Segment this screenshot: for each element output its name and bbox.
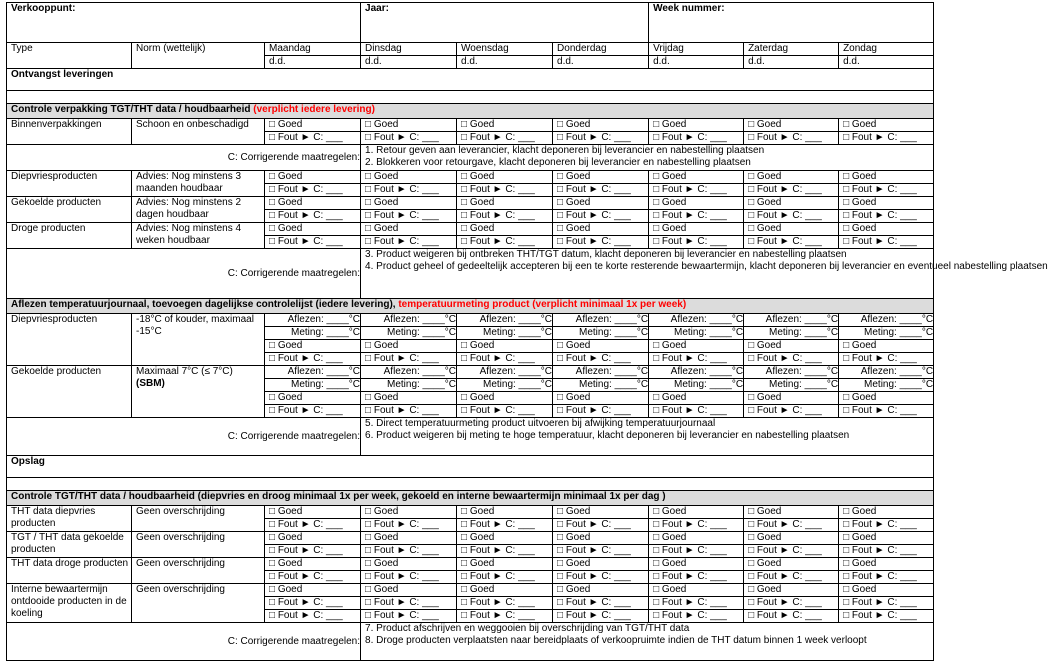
checkbox-goed[interactable]: □ Goed — [649, 197, 744, 210]
meting-input[interactable]: Meting: ____°C — [361, 379, 457, 392]
checkbox-goed[interactable]: □ Goed — [839, 197, 934, 210]
col-header-norm: Norm (wettelijk) — [132, 43, 265, 69]
meting-input[interactable]: Meting: ____°C — [744, 379, 839, 392]
checkbox-goed[interactable]: □ Goed — [457, 532, 553, 545]
checkbox-fout[interactable]: □ Fout ► C: ___ — [744, 597, 839, 610]
checkbox-fout[interactable]: □ Fout ► C: ___ — [553, 519, 649, 532]
checkbox-goed[interactable]: □ Goed — [649, 532, 744, 545]
week-nummer-field[interactable]: Week nummer: — [649, 3, 934, 43]
checkbox-fout[interactable]: □ Fout ► C: ___ — [361, 236, 457, 249]
checkbox-goed[interactable]: □ Goed — [649, 119, 744, 132]
checkbox-fout[interactable]: □ Fout ► C: ___ — [361, 571, 457, 584]
checkbox-fout[interactable]: □ Fout ► C: ___ — [265, 236, 361, 249]
checkbox-fout[interactable]: □ Fout ► C: ___ — [839, 210, 934, 223]
checkbox-goed[interactable]: □ Goed — [361, 340, 457, 353]
checkbox-fout[interactable]: □ Fout ► C: ___ — [744, 184, 839, 197]
aflezen-input[interactable]: Aflezen: ____°C — [649, 314, 744, 327]
checkbox-goed[interactable]: □ Goed — [361, 171, 457, 184]
meting-input[interactable]: Meting: ____°C — [265, 327, 361, 340]
checkbox-goed[interactable]: □ Goed — [553, 223, 649, 236]
col-header-type: Type — [7, 43, 132, 69]
checkbox-fout[interactable]: □ Fout ► C: ___ — [361, 184, 457, 197]
date-input[interactable]: d.d. — [839, 56, 934, 69]
checkbox-goed[interactable]: □ Goed — [265, 392, 361, 405]
checkbox-goed[interactable]: □ Goed — [265, 584, 361, 597]
checkbox-goed[interactable]: □ Goed — [553, 119, 649, 132]
checkbox-fout[interactable]: □ Fout ► C: ___ — [649, 610, 744, 623]
col-header-day: Zondag — [839, 43, 934, 56]
checkbox-fout[interactable]: □ Fout ► C: ___ — [839, 236, 934, 249]
subsection-temperatuur-required: temperatuurmeting product (verplicht minimaal 1x per week) — [398, 299, 687, 310]
checkbox-fout[interactable]: □ Fout ► C: ___ — [553, 610, 649, 623]
checkbox-fout[interactable]: □ Fout ► C: ___ — [744, 353, 839, 366]
row-norm-temp-diepvries: -18°C of kouder, maximaal -15°C — [132, 314, 265, 366]
checkbox-fout[interactable]: □ Fout ► C: ___ — [839, 571, 934, 584]
spacer — [7, 478, 934, 491]
checkbox-fout[interactable]: □ Fout ► C: ___ — [265, 184, 361, 197]
checkbox-fout[interactable]: □ Fout ► C: ___ — [457, 184, 553, 197]
checkbox-fout[interactable]: □ Fout ► C: ___ — [744, 405, 839, 418]
row-norm-opslag-intern: Geen overschrijding — [132, 584, 265, 623]
checkbox-fout[interactable]: □ Fout ► C: ___ — [265, 353, 361, 366]
checkbox-goed[interactable]: □ Goed — [457, 558, 553, 571]
checkbox-goed[interactable]: □ Goed — [839, 584, 934, 597]
corrigerende-maatregelen-3-4 — [361, 249, 1048, 299]
date-input[interactable]: d.d. — [553, 56, 649, 69]
checkbox-fout[interactable]: □ Fout ► C: ___ — [361, 519, 457, 532]
checkbox-goed[interactable]: □ Goed — [457, 506, 553, 519]
corrigerende-label: C: Corrigerende maatregelen: — [7, 418, 361, 456]
aflezen-input[interactable]: Aflezen: ____°C — [839, 314, 934, 327]
jaar-field[interactable]: Jaar: — [361, 3, 649, 43]
checkbox-fout[interactable]: □ Fout ► C: ___ — [265, 519, 361, 532]
date-input[interactable]: d.d. — [744, 56, 839, 69]
checkbox-goed[interactable]: □ Goed — [649, 392, 744, 405]
row-norm-binnenverpakkingen: Schoon en onbeschadigd — [132, 119, 265, 145]
checkbox-goed[interactable]: □ Goed — [839, 532, 934, 545]
spacer — [7, 91, 934, 104]
corr-1: 1. Retour geven aan leverancier, klacht deponeren bij leverancier en nabestelling plaatsen — [365, 145, 765, 156]
checkbox-fout[interactable]: □ Fout ► C: ___ — [457, 405, 553, 418]
checkbox-fout[interactable]: □ Fout ► C: ___ — [744, 545, 839, 558]
corrigerende-maatregelen-7-8 — [361, 623, 934, 661]
checkbox-goed[interactable]: □ Goed — [649, 223, 744, 236]
checkbox-goed[interactable]: □ Goed — [744, 392, 839, 405]
checkbox-fout[interactable]: □ Fout ► C: ___ — [457, 571, 553, 584]
checkbox-fout[interactable]: □ Fout ► C: ___ — [839, 545, 934, 558]
checkbox-fout[interactable]: □ Fout ► C: ___ — [649, 405, 744, 418]
checkbox-fout[interactable]: □ Fout ► C: ___ — [744, 132, 839, 145]
row-norm-diepvries: Advies: Nog minstens 3 maanden houdbaar — [132, 171, 265, 197]
checkbox-goed[interactable]: □ Goed — [744, 340, 839, 353]
checkbox-fout[interactable]: □ Fout ► C: ___ — [649, 210, 744, 223]
checkbox-goed[interactable]: □ Goed — [457, 223, 553, 236]
checkbox-fout[interactable]: □ Fout ► C: ___ — [553, 210, 649, 223]
checkbox-goed[interactable]: □ Goed — [744, 584, 839, 597]
meting-input[interactable]: Meting: ____°C — [649, 327, 744, 340]
corrigerende-maatregelen-1-2 — [361, 145, 934, 171]
checkbox-goed[interactable]: □ Goed — [457, 392, 553, 405]
corr-3: 3. Product weigeren bij ontbreken THT/TGT datum, klacht deponeren bij leverancier en nabestelling plaatsen — [365, 249, 847, 260]
checkbox-fout[interactable]: □ Fout ► C: ___ — [265, 610, 361, 623]
checkbox-fout[interactable]: □ Fout ► C: ___ — [649, 353, 744, 366]
subsection-temperatuur — [7, 299, 934, 314]
col-header-day: Dinsdag — [361, 43, 457, 56]
meting-input[interactable]: Meting: ____°C — [553, 327, 649, 340]
checkbox-goed[interactable]: □ Goed — [265, 532, 361, 545]
verkooppunt-field[interactable]: Verkooppunt: — [7, 3, 361, 43]
checkbox-fout[interactable]: □ Fout ► C: ___ — [839, 132, 934, 145]
checkbox-fout[interactable]: □ Fout ► C: ___ — [839, 519, 934, 532]
aflezen-input[interactable]: Aflezen: ____°C — [744, 314, 839, 327]
aflezen-input[interactable]: Aflezen: ____°C — [361, 366, 457, 379]
meting-input[interactable]: Meting: ____°C — [361, 327, 457, 340]
checkbox-goed[interactable]: □ Goed — [839, 340, 934, 353]
checkbox-goed[interactable]: □ Goed — [744, 223, 839, 236]
checkbox-goed[interactable]: □ Goed — [553, 506, 649, 519]
date-input[interactable]: d.d. — [649, 56, 744, 69]
checkbox-fout[interactable]: □ Fout ► C: ___ — [361, 597, 457, 610]
checkbox-fout[interactable]: □ Fout ► C: ___ — [457, 545, 553, 558]
checkbox-fout[interactable]: □ Fout ► C: ___ — [839, 184, 934, 197]
checkbox-fout[interactable]: □ Fout ► C: ___ — [265, 132, 361, 145]
row-norm-temp-gekoeld — [132, 366, 265, 418]
checkbox-fout[interactable]: □ Fout ► C: ___ — [457, 236, 553, 249]
row-type-opslag-droog: THT data droge producten — [7, 558, 132, 584]
checkbox-goed[interactable]: □ Goed — [361, 532, 457, 545]
aflezen-input[interactable]: Aflezen: ____°C — [553, 314, 649, 327]
checkbox-goed[interactable]: □ Goed — [265, 340, 361, 353]
checkbox-fout[interactable]: □ Fout ► C: ___ — [265, 597, 361, 610]
checkbox-goed[interactable]: □ Goed — [839, 558, 934, 571]
checkbox-fout[interactable]: □ Fout ► C: ___ — [553, 184, 649, 197]
checkbox-goed[interactable]: □ Goed — [744, 558, 839, 571]
checkbox-fout[interactable]: □ Fout ► C: ___ — [553, 353, 649, 366]
checkbox-fout[interactable]: □ Fout ► C: ___ — [744, 519, 839, 532]
row-type-binnenverpakkingen: Binnenverpakkingen — [7, 119, 132, 145]
aflezen-input[interactable]: Aflezen: ____°C — [457, 314, 553, 327]
checkbox-fout[interactable]: □ Fout ► C: ___ — [361, 545, 457, 558]
checkbox-goed[interactable]: □ Goed — [265, 506, 361, 519]
checkbox-fout[interactable]: □ Fout ► C: ___ — [649, 597, 744, 610]
checkbox-goed[interactable]: □ Goed — [361, 392, 457, 405]
checkbox-fout[interactable]: □ Fout ► C: ___ — [839, 597, 934, 610]
row-type-diepvries: Diepvriesproducten — [7, 171, 132, 197]
checkbox-goed[interactable]: □ Goed — [839, 119, 934, 132]
row-type-droog: Droge producten — [7, 223, 132, 249]
checkbox-fout[interactable]: □ Fout ► C: ___ — [265, 210, 361, 223]
checkbox-fout[interactable]: □ Fout ► C: ___ — [744, 210, 839, 223]
checkbox-fout[interactable]: □ Fout ► C: ___ — [649, 545, 744, 558]
checkbox-fout[interactable]: □ Fout ► C: ___ — [839, 353, 934, 366]
col-header-day: Zaterdag — [744, 43, 839, 56]
checkbox-goed[interactable]: □ Goed — [265, 197, 361, 210]
corrigerende-label: C: Corrigerende maatregelen: — [7, 249, 361, 299]
checkbox-goed[interactable]: □ Goed — [361, 197, 457, 210]
aflezen-input[interactable]: Aflezen: ____°C — [457, 366, 553, 379]
section-title-ontvangst: Ontvangst leveringen — [7, 69, 934, 91]
checkbox-fout[interactable]: □ Fout ► C: ___ — [649, 236, 744, 249]
checkbox-fout[interactable]: □ Fout ► C: ___ — [361, 132, 457, 145]
checkbox-goed[interactable]: □ Goed — [744, 171, 839, 184]
checkbox-fout[interactable]: □ Fout ► C: ___ — [457, 610, 553, 623]
aflezen-input[interactable]: Aflezen: ____°C — [839, 366, 934, 379]
checkbox-goed[interactable]: □ Goed — [553, 584, 649, 597]
checkbox-goed[interactable]: □ Goed — [553, 197, 649, 210]
checkbox-goed[interactable]: □ Goed — [744, 532, 839, 545]
checkbox-goed[interactable]: □ Goed — [649, 340, 744, 353]
checkbox-goed[interactable]: □ Goed — [839, 392, 934, 405]
date-input[interactable]: d.d. — [457, 56, 553, 69]
date-input[interactable]: d.d. — [361, 56, 457, 69]
aflezen-input[interactable]: Aflezen: ____°C — [649, 366, 744, 379]
row-norm-opslag-droog: Geen overschrijding — [132, 558, 265, 584]
checkbox-goed[interactable]: □ Goed — [457, 119, 553, 132]
checkbox-fout[interactable]: □ Fout ► C: ___ — [361, 353, 457, 366]
checkbox-goed[interactable]: □ Goed — [457, 171, 553, 184]
meting-input[interactable]: Meting: ____°C — [553, 379, 649, 392]
aflezen-input[interactable]: Aflezen: ____°C — [553, 366, 649, 379]
meting-input[interactable]: Meting: ____°C — [457, 379, 553, 392]
meting-input[interactable]: Meting: ____°C — [649, 379, 744, 392]
checkbox-fout[interactable]: □ Fout ► C: ___ — [553, 132, 649, 145]
checkbox-fout[interactable]: □ Fout ► C: ___ — [457, 353, 553, 366]
subsection-verpakking-text: Controle verpakking TGT/THT data / houdbaarheid — [11, 104, 254, 115]
corr-8: 8. Droge producten verplaatsten naar bereidplaats of verkoopruimte indien de THT datum binnen 1 week verloopt — [365, 635, 867, 646]
checkbox-goed[interactable]: □ Goed — [361, 558, 457, 571]
checkbox-fout[interactable]: □ Fout ► C: ___ — [744, 236, 839, 249]
checkbox-fout[interactable]: □ Fout ► C: ___ — [553, 571, 649, 584]
checkbox-fout[interactable]: □ Fout ► C: ___ — [265, 405, 361, 418]
subsection-verpakking-required: (verplicht iedere levering) — [253, 104, 375, 115]
row-type-opslag-diepvries: THT data diepvries producten — [7, 506, 132, 532]
checkbox-goed[interactable]: □ Goed — [553, 171, 649, 184]
checkbox-goed[interactable]: □ Goed — [265, 558, 361, 571]
checkbox-fout[interactable]: □ Fout ► C: ___ — [361, 610, 457, 623]
corrigerende-label: C: Corrigerende maatregelen: — [7, 623, 361, 661]
checkbox-goed[interactable]: □ Goed — [361, 119, 457, 132]
checkbox-goed[interactable]: □ Goed — [457, 584, 553, 597]
corr-4: 4. Product geheel of gedeeltelijk accepteren bij een te korte resterende bewaartermijn, klacht deponeren bij leverancier en eventueel nabestelling plaatsen — [365, 261, 1048, 272]
row-type-temp-gekoeld: Gekoelde producten — [7, 366, 132, 418]
checkbox-fout[interactable]: □ Fout ► C: ___ — [457, 210, 553, 223]
section-title-opslag: Opslag — [7, 456, 934, 478]
checkbox-fout[interactable]: □ Fout ► C: ___ — [744, 610, 839, 623]
meting-input[interactable]: Meting: ____°C — [457, 327, 553, 340]
row-norm-droog: Advies: Nog minstens 4 weken houdbaar — [132, 223, 265, 249]
aflezen-input[interactable]: Aflezen: ____°C — [744, 366, 839, 379]
checkbox-fout[interactable]: □ Fout ► C: ___ — [553, 236, 649, 249]
haccp-checklist-table — [6, 2, 1048, 661]
checkbox-fout[interactable]: □ Fout ► C: ___ — [457, 597, 553, 610]
meting-input[interactable]: Meting: ____°C — [839, 327, 934, 340]
aflezen-input[interactable]: Aflezen: ____°C — [361, 314, 457, 327]
checkbox-goed[interactable]: □ Goed — [649, 506, 744, 519]
checkbox-goed[interactable]: □ Goed — [265, 119, 361, 132]
checkbox-fout[interactable]: □ Fout ► C: ___ — [649, 519, 744, 532]
norm-gekoeld-sbm: (SBM) — [136, 378, 165, 389]
checkbox-goed[interactable]: □ Goed — [553, 558, 649, 571]
checkbox-fout[interactable]: □ Fout ► C: ___ — [553, 597, 649, 610]
checkbox-fout[interactable]: □ Fout ► C: ___ — [839, 405, 934, 418]
checkbox-fout[interactable]: □ Fout ► C: ___ — [649, 132, 744, 145]
checkbox-goed[interactable]: □ Goed — [265, 171, 361, 184]
corr-7: 7. Product afschrijven en weggooien bij overschrijding van TGT/THT data — [365, 623, 690, 634]
checkbox-fout[interactable]: □ Fout ► C: ___ — [744, 571, 839, 584]
corrigerende-maatregelen-5-6 — [361, 418, 934, 456]
row-norm-opslag-diepvries: Geen overschrijding — [132, 506, 265, 532]
checkbox-goed[interactable]: □ Goed — [744, 506, 839, 519]
checkbox-goed[interactable]: □ Goed — [649, 558, 744, 571]
row-type-gekoeld: Gekoelde producten — [7, 197, 132, 223]
subsection-temperatuur-text: Aflezen temperatuurjournaal, toevoegen dagelijkse controlelijst (iedere levering), — [11, 299, 399, 310]
col-header-day: Woensdag — [457, 43, 553, 56]
checkbox-fout[interactable]: □ Fout ► C: ___ — [265, 545, 361, 558]
checkbox-goed[interactable]: □ Goed — [649, 171, 744, 184]
checkbox-goed[interactable]: □ Goed — [361, 223, 457, 236]
corr-2: 2. Blokkeren voor retourgave, klacht deponeren bij leverancier en nabestelling plaatsen — [365, 157, 751, 168]
checkbox-goed[interactable]: □ Goed — [744, 119, 839, 132]
checkbox-goed[interactable]: □ Goed — [839, 506, 934, 519]
meting-input[interactable]: Meting: ____°C — [744, 327, 839, 340]
row-type-opslag-gekoeld: TGT / THT data gekoelde producten — [7, 532, 132, 558]
checkbox-goed[interactable]: □ Goed — [361, 584, 457, 597]
checkbox-fout[interactable]: □ Fout ► C: ___ — [649, 571, 744, 584]
row-type-opslag-intern: Interne bewaartermijn ontdooide producten in de koeling — [7, 584, 132, 623]
checkbox-goed[interactable]: □ Goed — [553, 392, 649, 405]
subsection-verpakking — [7, 104, 934, 119]
checkbox-fout[interactable]: □ Fout ► C: ___ — [265, 571, 361, 584]
checkbox-goed[interactable]: □ Goed — [361, 506, 457, 519]
checkbox-goed[interactable]: □ Goed — [839, 171, 934, 184]
aflezen-input[interactable]: Aflezen: ____°C — [265, 366, 361, 379]
checkbox-goed[interactable]: □ Goed — [744, 197, 839, 210]
corr-5: 5. Direct temperatuurmeting product uitvoeren bij afwijking temperatuurjournaal — [365, 418, 716, 429]
checkbox-goed[interactable]: □ Goed — [457, 197, 553, 210]
checkbox-goed[interactable]: □ Goed — [649, 584, 744, 597]
checkbox-fout[interactable]: □ Fout ► C: ___ — [457, 519, 553, 532]
checkbox-fout[interactable]: □ Fout ► C: ___ — [649, 184, 744, 197]
col-header-day: Vrijdag — [649, 43, 744, 56]
meting-input[interactable]: Meting: ____°C — [839, 379, 934, 392]
col-header-day: Donderdag — [553, 43, 649, 56]
checkbox-fout[interactable]: □ Fout ► C: ___ — [457, 132, 553, 145]
subsection-opslag-controle: Controle TGT/THT data / houdbaarheid (diepvries en droog minimaal 1x per week, gekoeld en interne bewaartermijn minimaal 1x per dag ) — [7, 491, 934, 506]
checkbox-fout[interactable]: □ Fout ► C: ___ — [553, 545, 649, 558]
checkbox-fout[interactable]: □ Fout ► C: ___ — [839, 610, 934, 623]
date-input[interactable]: d.d. — [265, 56, 361, 69]
checkbox-goed[interactable]: □ Goed — [265, 223, 361, 236]
checkbox-fout[interactable]: □ Fout ► C: ___ — [361, 405, 457, 418]
checkbox-goed[interactable]: □ Goed — [839, 223, 934, 236]
checkbox-fout[interactable]: □ Fout ► C: ___ — [361, 210, 457, 223]
checkbox-goed[interactable]: □ Goed — [457, 340, 553, 353]
col-header-day: Maandag — [265, 43, 361, 56]
norm-gekoeld-text: Maximaal 7°C (≤ 7°C) — [136, 366, 233, 377]
aflezen-input[interactable]: Aflezen: ____°C — [265, 314, 361, 327]
row-norm-opslag-gekoeld: Geen overschrijding — [132, 532, 265, 558]
row-norm-gekoeld: Advies: Nog minstens 2 dagen houdbaar — [132, 197, 265, 223]
row-type-temp-diepvries: Diepvriesproducten — [7, 314, 132, 366]
meting-input[interactable]: Meting: ____°C — [265, 379, 361, 392]
checkbox-goed[interactable]: □ Goed — [553, 532, 649, 545]
checkbox-goed[interactable]: □ Goed — [553, 340, 649, 353]
checkbox-fout[interactable]: □ Fout ► C: ___ — [553, 405, 649, 418]
corrigerende-label: C: Corrigerende maatregelen: — [7, 145, 361, 171]
corr-6: 6. Product weigeren bij meting te hoge temperatuur, klacht deponeren bij leverancier en nabestelling plaatsen — [365, 430, 850, 441]
